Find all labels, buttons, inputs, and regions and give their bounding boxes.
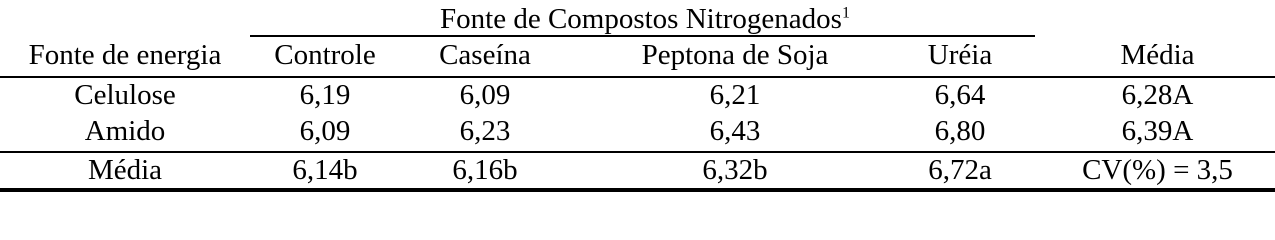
table-cell: 6,21 xyxy=(709,79,761,111)
table-cell: 6,39A xyxy=(1121,115,1194,147)
column-header-controle: Controle xyxy=(274,39,376,71)
table-cell: 6,72a xyxy=(928,154,992,186)
group-header xyxy=(250,2,1040,36)
table-cell: 6,23 xyxy=(459,115,511,147)
column-header-ureia: Uréia xyxy=(927,39,993,71)
table-cell: 6,14b xyxy=(292,154,358,186)
group-header-footnote: 1 xyxy=(841,4,850,22)
column-header-caseina: Caseína xyxy=(439,39,531,71)
table-cell: 6,09 xyxy=(299,115,351,147)
table-cell: 6,43 xyxy=(709,115,761,147)
row-header: Fonte de energia xyxy=(28,39,222,71)
table-cell: 6,16b xyxy=(452,154,518,186)
table-cell: 6,64 xyxy=(934,79,986,111)
table-cell: 6,28A xyxy=(1121,79,1194,111)
table-cell: 6,32b xyxy=(702,154,768,186)
column-header-media: Média xyxy=(1120,39,1195,71)
bottom-rule xyxy=(0,188,1275,192)
table-cell: 6,09 xyxy=(459,79,511,111)
table-cell: 6,19 xyxy=(299,79,351,111)
group-header-rule xyxy=(250,35,1035,37)
row-label-celulose: Celulose xyxy=(74,79,176,111)
cv-cell: CV(%) = 3,5 xyxy=(1082,154,1233,186)
row-label-amido: Amido xyxy=(84,115,166,147)
column-header-peptona-de-soja: Peptona de Soja xyxy=(641,39,829,71)
table-cell: 6,80 xyxy=(934,115,986,147)
row-label-media: Média xyxy=(87,154,163,186)
group-header-text: Fonte de Compostos Nitrogenados xyxy=(440,3,842,35)
